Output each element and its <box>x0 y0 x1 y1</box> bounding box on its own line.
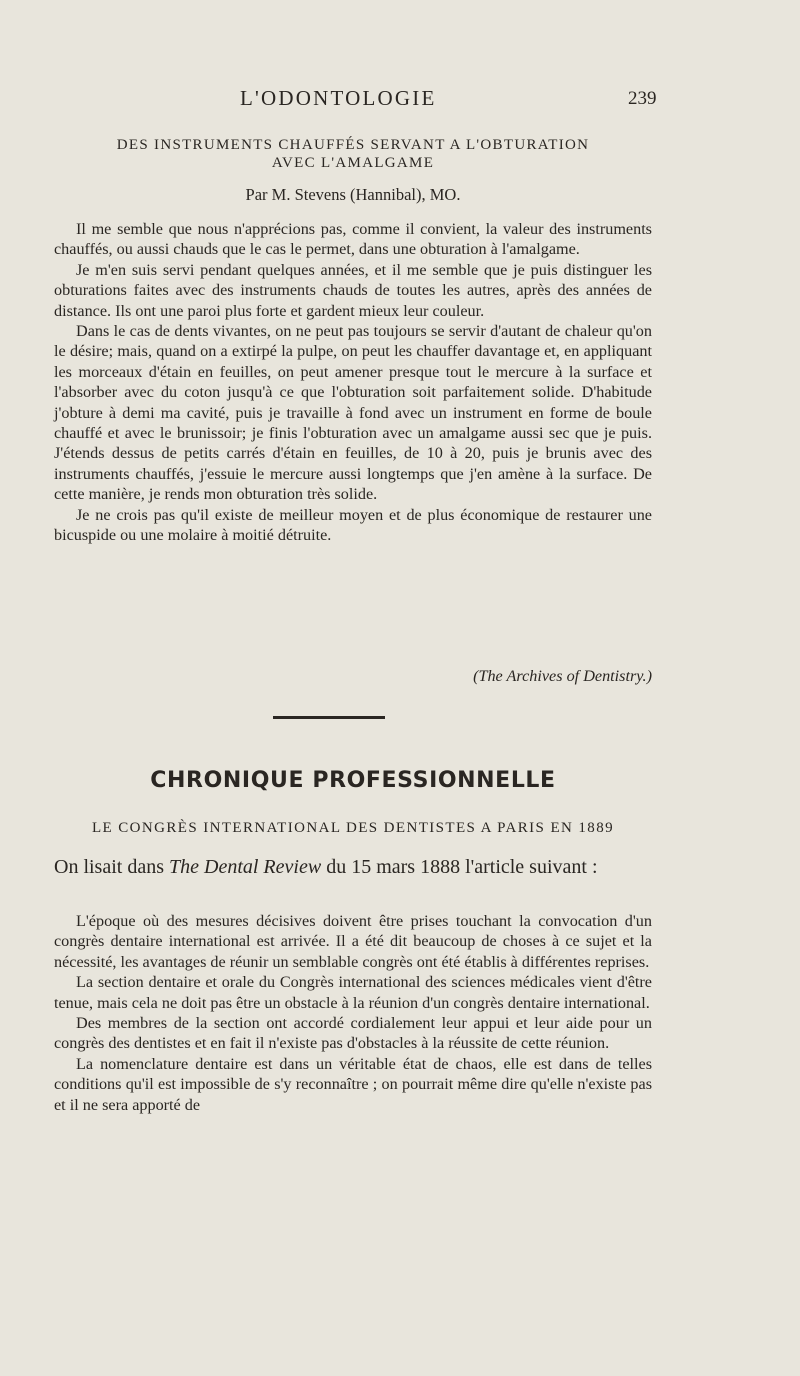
article-byline: Par M. Stevens (Hannibal), MO. <box>245 185 461 204</box>
intro-text: du 15 mars 1888 l'article suivant : <box>321 856 598 878</box>
paragraph: Je ne crois pas qu'il existe de meilleur moyen et de plus économique de restaurer une bicuspide ou une molaire à moitié détruite. <box>54 505 652 545</box>
journal-title: The Dental Review <box>169 856 322 878</box>
page-number: 239 <box>628 88 657 109</box>
paragraph: Dans le cas de dents vivantes, on ne peut pas toujours se servir d'autant de chaleur qu'on le désire; mais, quand on a extirpé la pulpe, on peut les chauffer davantage et, en appliquant les morceaux d'étain en feuilles, on peut amener presque tout le mercure à la surface et l'absorber avec du coton jusqu'à ce que l'obturation soit parfaitement solide. D'habitude j'obture à demi ma cavité, puis je travaille à fond avec un instrument en forme de boule chauffé et avec le brunissoir; je finis l'obturation avec un amalgame aussi sec que je puis. J'étends dessus de petits carrés d'étain en feuilles, de 10 à 20, puis je brunis avec des instruments chauffés, j'essuie le mercure aussi longtemps que j'en amène à la surface. De cette manière, je rends mon obturation très solide. <box>54 322 652 504</box>
article-title-line: DES INSTRUMENTS CHAUFFÉS SERVANT A L'OBTURATION <box>116 137 590 153</box>
article-body <box>54 219 652 546</box>
paragraph: Il me semble que nous n'apprécions pas, comme il convient, la valeur des instruments chauffés, ou aussi chauds que le cas le permet, dans une obturation à l'amalgame. <box>54 220 652 259</box>
section-subtitle: LE CONGRÈS INTERNATIONAL DES DENTISTES A PARIS EN 1889 <box>91 820 614 836</box>
paragraph: La section dentaire et orale du Congrès international des sciences médicales vient d'être tenue, mais cela ne doit pas être un obstacle à la réunion d'un congrès dentaire international. <box>54 973 652 1012</box>
section-divider <box>273 716 385 719</box>
article-title-line: AVEC L'AMALGAME <box>271 155 435 171</box>
paragraph: Je m'en suis servi pendant quelques années, et il me semble que je puis distinguer les obturations faites avec des instruments chauds de toutes les autres, après des années de distance. Ils ont une paroi plus forte et gardent mieux leur couleur. <box>54 260 652 320</box>
article-source: (The Archives of Dentistry.) <box>473 667 652 685</box>
section-intro <box>54 855 652 879</box>
paragraph: L'époque où des mesures décisives doivent être prises touchant la convocation d'un congrès dentaire international est arrivée. Il a été dit beaucoup de choses à ce sujet et la nécessité, les avantages de réunir un semblable congrès ont été établis à différentes reprises. <box>54 912 652 971</box>
section-title: CHRONIQUE PROFESSIONNELLE <box>150 768 556 793</box>
paragraph: La nomenclature dentaire est dans un véritable état de chaos, elle est dans de telles conditions qu'il est impossible de s'y reconnaître ; on pourrait même dire qu'elle n'existe pas et il ne sera apporté de <box>54 1054 652 1114</box>
running-header <box>0 86 800 110</box>
article-title <box>54 136 652 172</box>
intro-text: On lisait dans <box>54 856 169 878</box>
paragraph: Des membres de la section ont accordé cordialement leur appui et leur aide pour un congrès des dentistes et en fait il n'existe pas d'obstacles à la réussite de cette réunion. <box>54 1014 652 1053</box>
section-body <box>54 911 652 1115</box>
running-title: L'ODONTOLOGIE <box>240 86 437 110</box>
